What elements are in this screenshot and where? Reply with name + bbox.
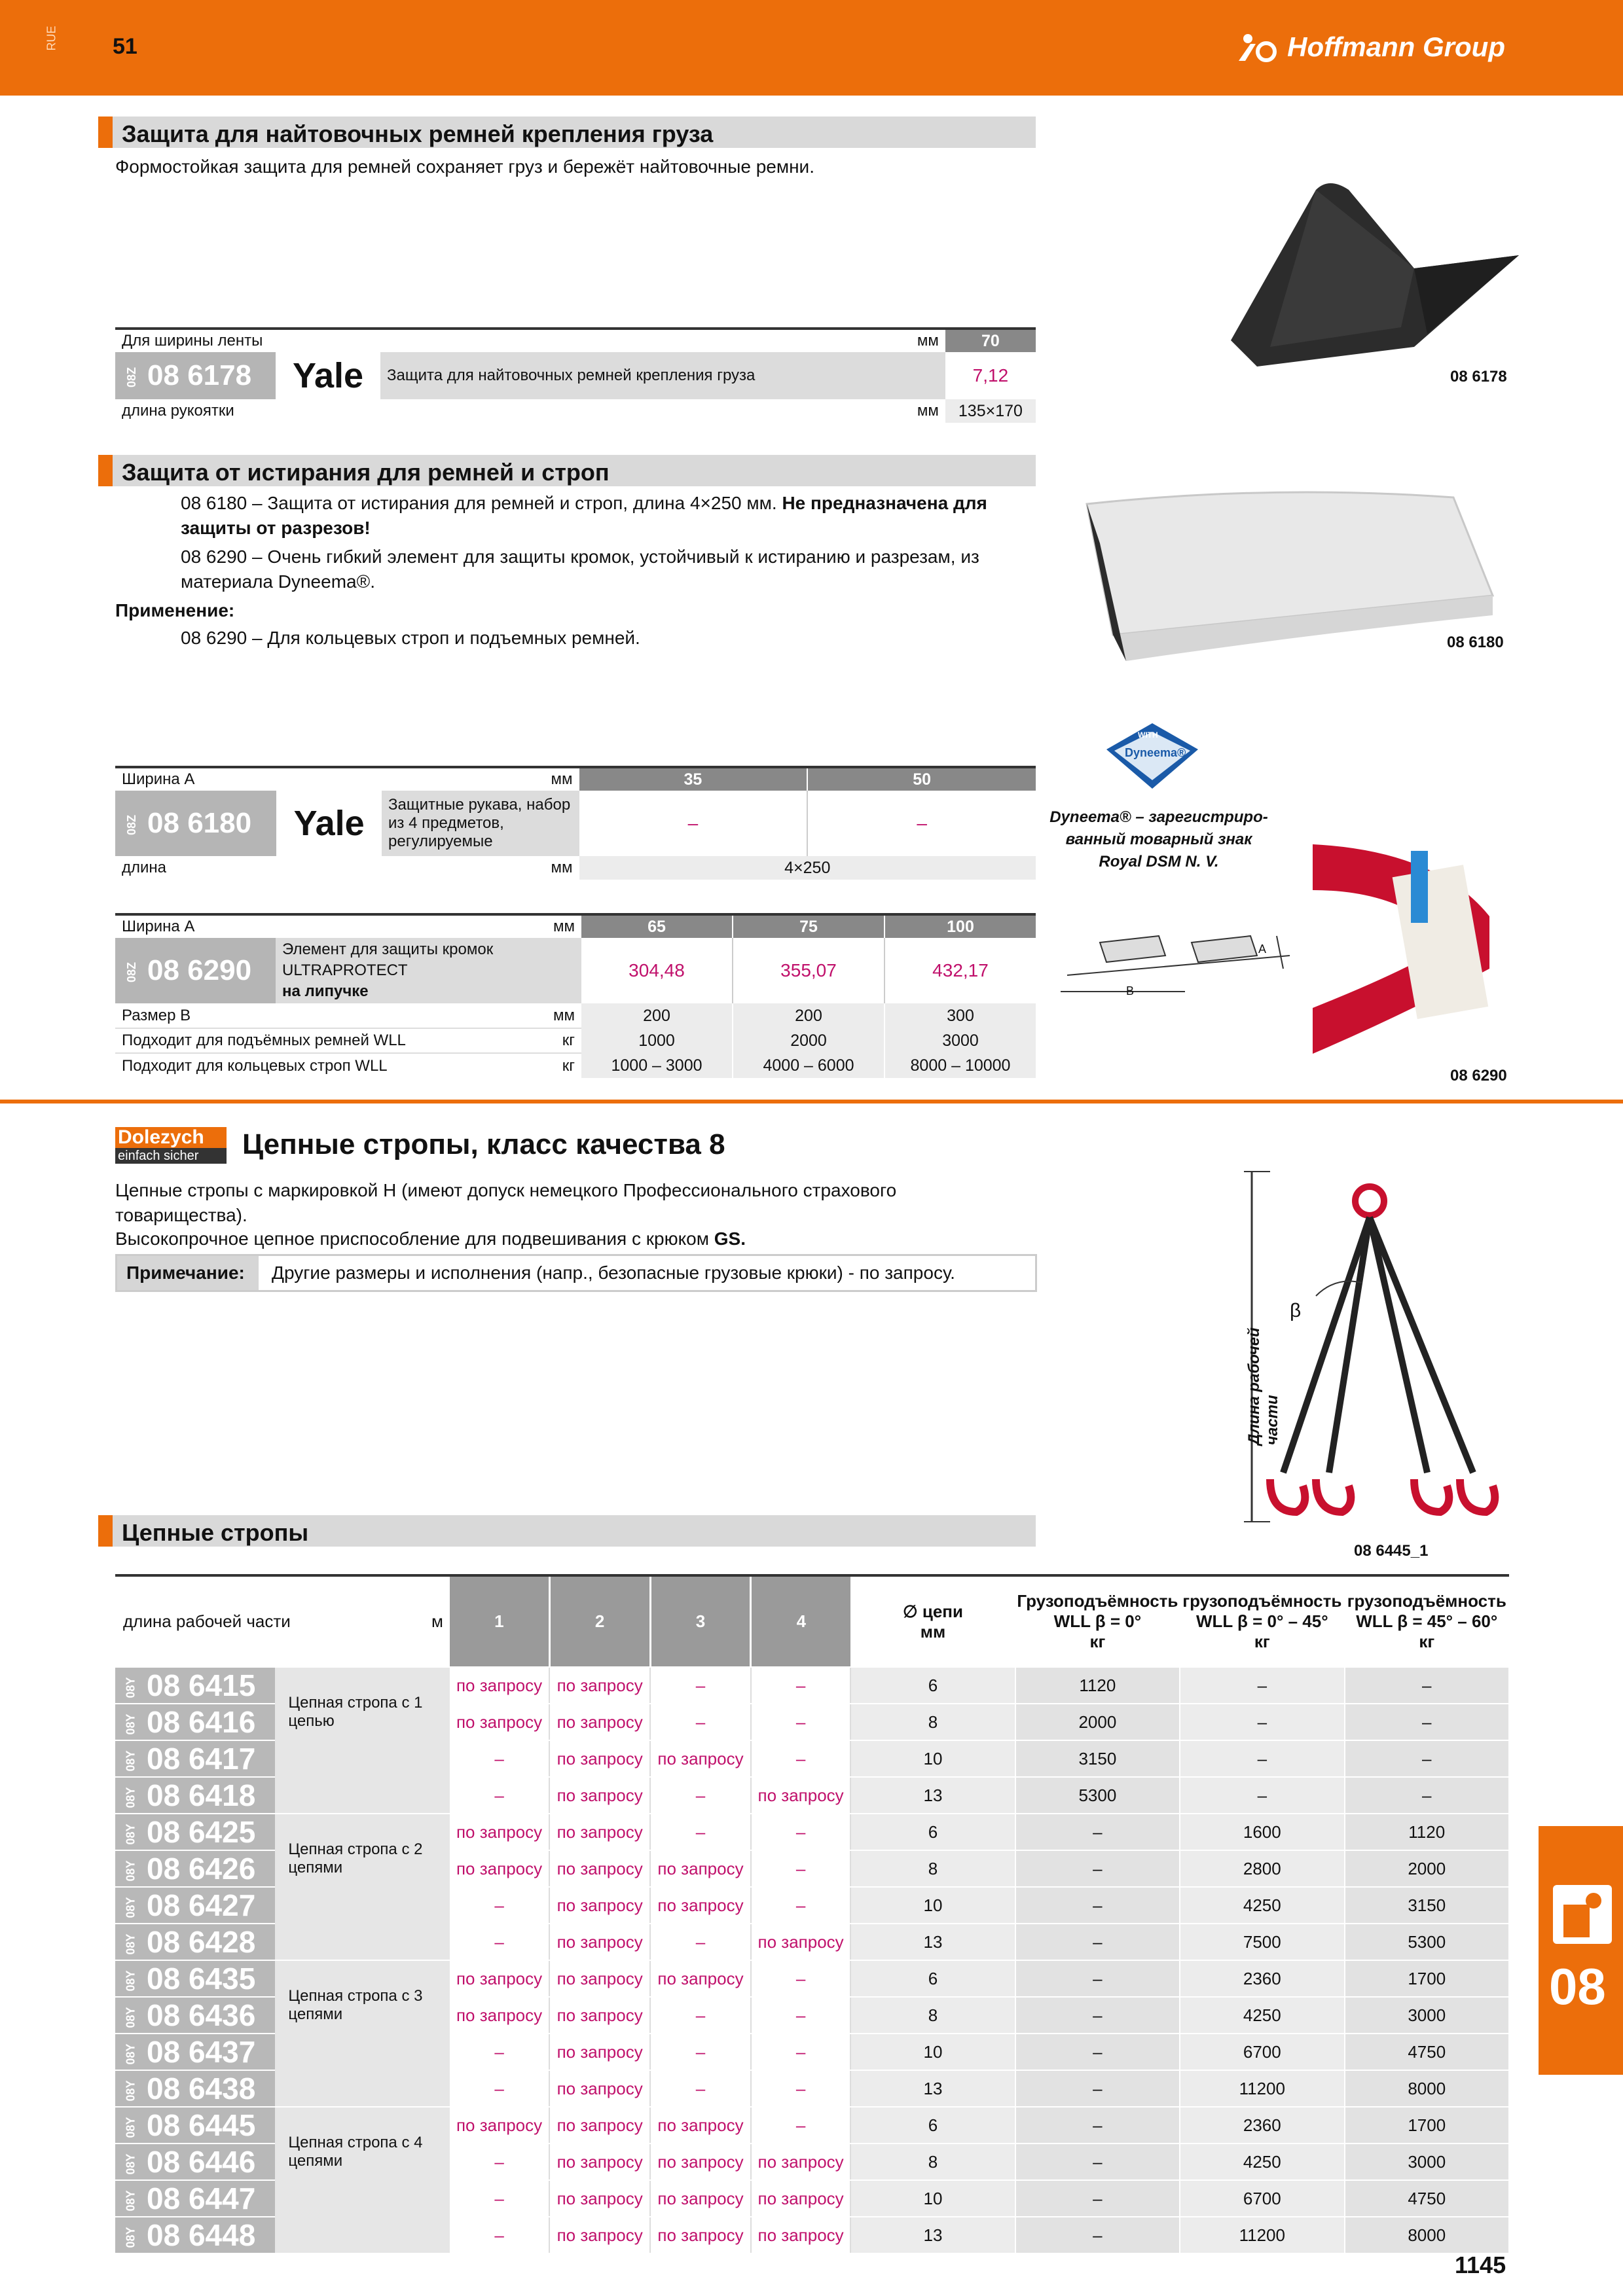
wll-45: 2800	[1180, 1850, 1344, 1887]
wll-0: –	[1015, 1850, 1180, 1887]
chain-slings-table	[115, 1574, 1510, 2254]
length-4-availability: –	[751, 2070, 850, 2107]
length-2-availability: по запросу	[549, 2217, 650, 2253]
width-50: 50	[807, 767, 1036, 791]
wll-60: 3000	[1345, 2144, 1510, 2180]
item-086180: 08 6180 – Защита от истирания для ремней и строп, длина 4×250 мм. Не предназначена для защиты от разрезов!	[181, 493, 987, 538]
length-3-availability: –	[650, 1667, 751, 1704]
article-number: 08Y 08 6425	[115, 1814, 275, 1850]
width-35: 35	[579, 767, 808, 791]
length-1-availability: по запросу	[450, 2107, 549, 2144]
article-number: 08Y 08 6417	[115, 1740, 275, 1777]
article-number: 08Y 08 6446	[115, 2144, 275, 2180]
length-2-availability: по запросу	[549, 1960, 650, 1997]
length-header: длина рабочей части м	[115, 1575, 450, 1667]
wll-45: –	[1180, 1667, 1344, 1704]
product-name: Защита для найтовочных ремней крепления груза	[380, 352, 945, 399]
diagram-beta: β	[1290, 1300, 1302, 1321]
length-1-availability: –	[450, 2217, 549, 2253]
length-3-availability: –	[650, 1704, 751, 1740]
wll-45: –	[1180, 1777, 1344, 1814]
chain-diameter: 6	[850, 1814, 1015, 1850]
product-name: Элемент для защиты кромок ULTRAPROTECT на липучке	[276, 938, 581, 1003]
cell: 3000	[884, 1028, 1036, 1053]
application-text: 08 6290 – Для кольцевых строп и подъемных ремней.	[181, 628, 640, 648]
col-length-1: 1	[450, 1575, 549, 1667]
length-4-availability: по запросу	[751, 2144, 850, 2180]
cell: 200	[733, 1003, 884, 1028]
length-4-availability: –	[751, 1887, 850, 1924]
section-1-description: Формостойкая защита для ремней сохраняет груз и бережёт найтовочные ремни.	[115, 156, 814, 177]
length-2-availability: по запросу	[549, 2144, 650, 2180]
protective-sleeve-image	[1074, 484, 1506, 681]
dyneema-note: Dyneema® – зарегистриро-ванный товарный знак Royal DSM N. V.	[1049, 808, 1268, 870]
cell: 2000	[733, 1028, 884, 1053]
chain-diameter: 8	[850, 2144, 1015, 2180]
chain-diameter: 6	[850, 1667, 1015, 1704]
length-1-availability: по запросу	[450, 1850, 549, 1887]
col-length-2: 2	[549, 1575, 650, 1667]
row-label: Ширина A	[122, 770, 195, 788]
length-3-availability: по запросу	[650, 1960, 751, 1997]
round-sling-image	[1306, 838, 1516, 1060]
length-3-availability: –	[650, 1814, 751, 1850]
section-title-1: Защита для найтовочных ремней крепления груза	[98, 117, 1036, 148]
length-4-availability: –	[751, 1740, 850, 1777]
length-3-availability: по запросу	[650, 1740, 751, 1777]
wll-0: –	[1015, 1887, 1180, 1924]
length-1-availability: –	[450, 2180, 549, 2217]
length-2-availability: по запросу	[549, 2107, 650, 2144]
length-4-availability: –	[751, 1960, 850, 1997]
length-3-availability: –	[650, 2070, 751, 2107]
article-number: 08Y 08 6447	[115, 2180, 275, 2217]
length-1-availability: –	[450, 1924, 549, 1960]
length-3-availability: по запросу	[650, 2180, 751, 2217]
chain-diameter: 10	[850, 2034, 1015, 2070]
page-number-top: 51	[113, 34, 137, 59]
article-number: 08Y 08 6445	[115, 2107, 275, 2144]
dyneema-logo-text: Dyneema®	[1125, 746, 1186, 759]
dyneema-with: WITH	[1138, 730, 1158, 740]
article-number: 08Y 08 6426	[115, 1850, 275, 1887]
length-3-availability: по запросу	[650, 2217, 751, 2253]
wll-0: –	[1015, 2070, 1180, 2107]
wll-60: 8000	[1345, 2070, 1510, 2107]
wll-0: 1120	[1015, 1667, 1180, 1704]
chain-diameter: 13	[850, 1924, 1015, 1960]
row-label: Для ширины ленты	[122, 332, 263, 350]
application-label: Применение:	[115, 600, 235, 620]
article-number: 08Y 08 6436	[115, 1997, 275, 2034]
wll-45: 4250	[1180, 1997, 1344, 2034]
image-caption: 08 6445_1	[1354, 1542, 1429, 1560]
length-2-availability: по запросу	[549, 2180, 650, 2217]
col-wll-60: грузоподъёмность WLL β = 45° – 60° кг	[1345, 1575, 1510, 1667]
dimension-diagram	[1054, 916, 1303, 1014]
length-2-availability: по запросу	[549, 1850, 650, 1887]
length-3-availability: –	[650, 1924, 751, 1960]
page-number: 1145	[1455, 2251, 1506, 2278]
article-number: 08Z 08 6290	[115, 938, 276, 1003]
length-4-availability: –	[751, 1704, 850, 1740]
article-number: 08Y 08 6416	[115, 1704, 275, 1740]
chain-diameter: 13	[850, 2070, 1015, 2107]
length-1-availability: –	[450, 1777, 549, 1814]
length-2-availability: по запросу	[549, 2070, 650, 2107]
table-row	[115, 2107, 1509, 2144]
note-text: Другие размеры и исполнения (напр., безопасные грузовые крюки) - по запросу.	[272, 1263, 955, 1283]
cell: 1000 – 3000	[581, 1053, 733, 1078]
length-1-availability: –	[450, 2034, 549, 2070]
dyneema-logo	[1100, 720, 1205, 792]
chain-diameter: 10	[850, 2180, 1015, 2217]
length-4-availability: по запросу	[751, 2180, 850, 2217]
length-1-availability: по запросу	[450, 1667, 549, 1704]
price-50: –	[917, 813, 927, 833]
table-row	[115, 1667, 1509, 1704]
length-2-availability: по запросу	[549, 1740, 650, 1777]
col-chain-diameter: ∅ цепи мм	[850, 1575, 1015, 1667]
sling-type: Цепная стропа с 2 цепями	[275, 1814, 450, 1960]
length-4-availability: –	[751, 1667, 850, 1704]
col-wll-0: Грузоподъёмность WLL β = 0° кг	[1015, 1575, 1180, 1667]
article-number: 08Y 08 6427	[115, 1887, 275, 1924]
chain-diameter: 6	[850, 2107, 1015, 2144]
wll-0: –	[1015, 1997, 1180, 2034]
length-3-availability: –	[650, 1777, 751, 1814]
length-1-availability: по запросу	[450, 1704, 549, 1740]
cell: 1000	[581, 1028, 733, 1053]
wll-45: 2360	[1180, 1960, 1344, 1997]
brand-yale: Yale	[293, 804, 365, 843]
wll-0: 3150	[1015, 1740, 1180, 1777]
length-4-availability: –	[751, 2034, 850, 2070]
length-3-availability: по запросу	[650, 2107, 751, 2144]
row-label: длина рукоятки	[122, 402, 234, 420]
price: 7,12	[972, 365, 1009, 386]
section-title-4: Цепные стропы	[98, 1515, 1036, 1547]
wll-60: 1120	[1345, 1814, 1510, 1850]
row-label: Подходит для кольцевых строп WLL	[122, 1056, 388, 1075]
article-number: 08Y 08 6415	[115, 1667, 275, 1704]
note-box	[115, 1254, 1037, 1292]
article-number: 08Y 08 6437	[115, 2034, 275, 2070]
hoffmann-logo-icon	[1236, 32, 1282, 62]
table-row	[115, 1960, 1509, 1997]
length-2-availability: по запросу	[549, 1924, 650, 1960]
length-1-availability: по запросу	[450, 1997, 549, 2034]
table-086180: Ширина A мм 35 50 08Z 08 6180 Yale Защитные рукава, набор из 4 предметов, регулируемые – – длина мм 4×250	[115, 766, 1036, 880]
diagram-a: A	[1258, 942, 1267, 956]
dolezych-logo: Dolezych einfach sicher	[115, 1127, 227, 1165]
length-2-availability: по запросу	[549, 1667, 650, 1704]
item-086290: 08 6290 – Очень гибкий элемент для защиты кромок, устойчивый к истиранию и разрезам, из материала Dyneema®.	[181, 547, 979, 592]
length-4-availability: по запросу	[751, 1924, 850, 1960]
length-3-availability: по запросу	[650, 1850, 751, 1887]
wll-0: –	[1015, 1924, 1180, 1960]
wll-0: –	[1015, 2217, 1180, 2253]
length-3-availability: –	[650, 2034, 751, 2070]
wll-45: 6700	[1180, 2034, 1344, 2070]
image-caption: 08 6290	[1450, 1067, 1507, 1085]
row-label: Подходит для подъёмных ремней WLL	[122, 1031, 406, 1049]
article-number: 08Y 08 6418	[115, 1777, 275, 1814]
image-caption: 08 6180	[1447, 634, 1504, 651]
chain-diameter: 6	[850, 1960, 1015, 1997]
chain-diameter: 8	[850, 1704, 1015, 1740]
wll-60: 8000	[1345, 2217, 1510, 2253]
width-75: 75	[733, 914, 884, 938]
note-label: Примечание:	[126, 1263, 245, 1283]
wll-45: 6700	[1180, 2180, 1344, 2217]
section-title-2: Защита от истирания для ремней и строп	[98, 455, 1036, 486]
cell: 300	[884, 1003, 1036, 1028]
wll-45: 7500	[1180, 1924, 1344, 1960]
col-length-4: 4	[751, 1575, 850, 1667]
wll-45: 4250	[1180, 1887, 1344, 1924]
length-1-availability: по запросу	[450, 1814, 549, 1850]
section-3-desc1: Цепные стропы с маркировкой H (имеют допуск немецкого Профессионального страхового товарищества).	[115, 1180, 897, 1225]
length-1-availability: –	[450, 2144, 549, 2180]
chain-diameter: 10	[850, 1740, 1015, 1777]
wll-60: –	[1345, 1777, 1510, 1814]
section-3-desc2: Высокопрочное цепное приспособление для подвешивания с крюком GS.	[115, 1229, 746, 1249]
chain-diameter: 10	[850, 1887, 1015, 1924]
length-4-availability: –	[751, 1850, 850, 1887]
wll-60: –	[1345, 1667, 1510, 1704]
article-number: 08Y 08 6438	[115, 2070, 275, 2107]
price-35: –	[579, 791, 808, 856]
length-3-availability: по запросу	[650, 1887, 751, 1924]
length-1-availability: по запросу	[450, 1960, 549, 1997]
wll-45: 1600	[1180, 1814, 1344, 1850]
length-3-availability: –	[650, 1997, 751, 2034]
wll-0: –	[1015, 2180, 1180, 2217]
length-value: 4×250	[579, 856, 1036, 880]
wll-60: –	[1345, 1704, 1510, 1740]
wll-45: –	[1180, 1740, 1344, 1777]
lifting-equipment-icon	[1553, 1885, 1612, 1944]
wll-0: –	[1015, 2034, 1180, 2070]
wll-0: –	[1015, 1814, 1180, 1850]
wll-0: 5300	[1015, 1777, 1180, 1814]
row-label: Ширина A	[122, 918, 195, 935]
wll-45: 11200	[1180, 2217, 1344, 2253]
wll-60: –	[1345, 1740, 1510, 1777]
length-4-availability: по запросу	[751, 1777, 850, 1814]
price-65: 304,48	[581, 938, 733, 1003]
brand-name: Hoffmann Group	[1287, 31, 1505, 62]
col-wll-45: грузоподъёмность WLL β = 0° – 45° кг	[1180, 1575, 1344, 1667]
length-4-availability: –	[751, 2107, 850, 2144]
cell: 8000 – 10000	[884, 1053, 1036, 1078]
wll-0: 2000	[1015, 1704, 1180, 1740]
length-4-availability: –	[751, 1997, 850, 2034]
price-100: 432,17	[932, 960, 989, 980]
price-75: 355,07	[733, 938, 884, 1003]
wll-60: 4750	[1345, 2034, 1510, 2070]
wll-0: –	[1015, 2144, 1180, 2180]
length-1-availability: –	[450, 2070, 549, 2107]
width-100: 100	[884, 914, 1036, 938]
row-label: Размер B	[122, 1006, 191, 1024]
side-label: RUE	[45, 26, 58, 51]
wll-60: 1700	[1345, 1960, 1510, 1997]
row-label: длина	[122, 859, 167, 876]
table-086290: Ширина A мм 65 75 100 08Z 08 6290 Элемент для защиты кромок ULTRAPROTECT на липучке 304,48 355,07 432,17 Размер B мм 200 200 300 Подходит для подъёмных ремней WLL кг 1000 2000 3000 Подходит для кольцевых строп WLL кг 1000 – 3000 4000 – 6000 8000 – 10000	[115, 913, 1036, 1078]
length-4-availability: по запросу	[751, 2217, 850, 2253]
length-2-availability: по запросу	[549, 1887, 650, 1924]
handle-length: 135×170	[945, 399, 1036, 423]
wll-45: 4250	[1180, 2144, 1344, 2180]
width-65: 65	[581, 914, 733, 938]
wll-60: 4750	[1345, 2180, 1510, 2217]
chapter-number: 08	[1549, 1958, 1606, 2015]
article-number: 08Y 08 6448	[115, 2217, 275, 2253]
image-caption: 08 6178	[1450, 368, 1507, 386]
col-length-3: 3	[650, 1575, 751, 1667]
length-4-availability: –	[751, 1814, 850, 1850]
chain-diameter: 8	[850, 1850, 1015, 1887]
length-3-availability: по запросу	[650, 2144, 751, 2180]
diagram-length-label: Длина рабочей части	[1245, 1327, 1281, 1445]
wll-60: 1700	[1345, 2107, 1510, 2144]
cell: 4000 – 6000	[733, 1053, 884, 1078]
article-number: 08Y 08 6428	[115, 1924, 275, 1960]
length-2-availability: по запросу	[549, 1777, 650, 1814]
product-name: Защитные рукава, набор из 4 предметов, регулируемые	[382, 791, 579, 856]
brand-yale: Yale	[292, 356, 364, 395]
length-2-availability: по запросу	[549, 1814, 650, 1850]
table-row	[115, 1814, 1509, 1850]
brand-logo	[1236, 31, 1505, 63]
wll-45: 2360	[1180, 2107, 1344, 2144]
length-2-availability: по запросу	[549, 2034, 650, 2070]
wll-0: –	[1015, 2107, 1180, 2144]
sling-type: Цепная стропа с 4 цепями	[275, 2107, 450, 2253]
wll-60: 3150	[1345, 1887, 1510, 1924]
chain-diameter: 13	[850, 2217, 1015, 2253]
wll-60: 3000	[1345, 1997, 1510, 2034]
length-1-availability: –	[450, 1740, 549, 1777]
sling-type: Цепная стропа с 3 цепями	[275, 1960, 450, 2107]
wll-45: –	[1180, 1704, 1344, 1740]
diagram-b: B	[1126, 984, 1135, 997]
table-086178: Для ширины ленты мм 70 08Z 08 6178 Yale Защита для найтовочных ремней крепления груза 7,12 длина рукоятки мм 135×170	[115, 327, 1036, 423]
article-number: 08Y 08 6435	[115, 1960, 275, 1997]
wll-0: –	[1015, 1960, 1180, 1997]
section-3-title: Цепные стропы, класс качества 8	[242, 1128, 725, 1160]
length-2-availability: по запросу	[549, 1997, 650, 2034]
wll-45: 11200	[1180, 2070, 1344, 2107]
sling-type: Цепная стропа с 1 цепью	[275, 1667, 450, 1814]
section-divider	[0, 1100, 1623, 1103]
chain-diameter: 8	[850, 1997, 1015, 2034]
chapter-tab	[1539, 1826, 1623, 2075]
strap-protector-image	[1218, 170, 1532, 380]
length-1-availability: –	[450, 1887, 549, 1924]
wll-60: 5300	[1345, 1924, 1510, 1960]
length-2-availability: по запросу	[549, 1704, 650, 1740]
chain-diameter: 13	[850, 1777, 1015, 1814]
article-number: 08Z 08 6178	[115, 352, 276, 399]
wll-60: 2000	[1345, 1850, 1510, 1887]
article-number: 08Z 08 6180	[115, 791, 276, 856]
width-value: 70	[945, 329, 1036, 352]
cell: 200	[581, 1003, 733, 1028]
